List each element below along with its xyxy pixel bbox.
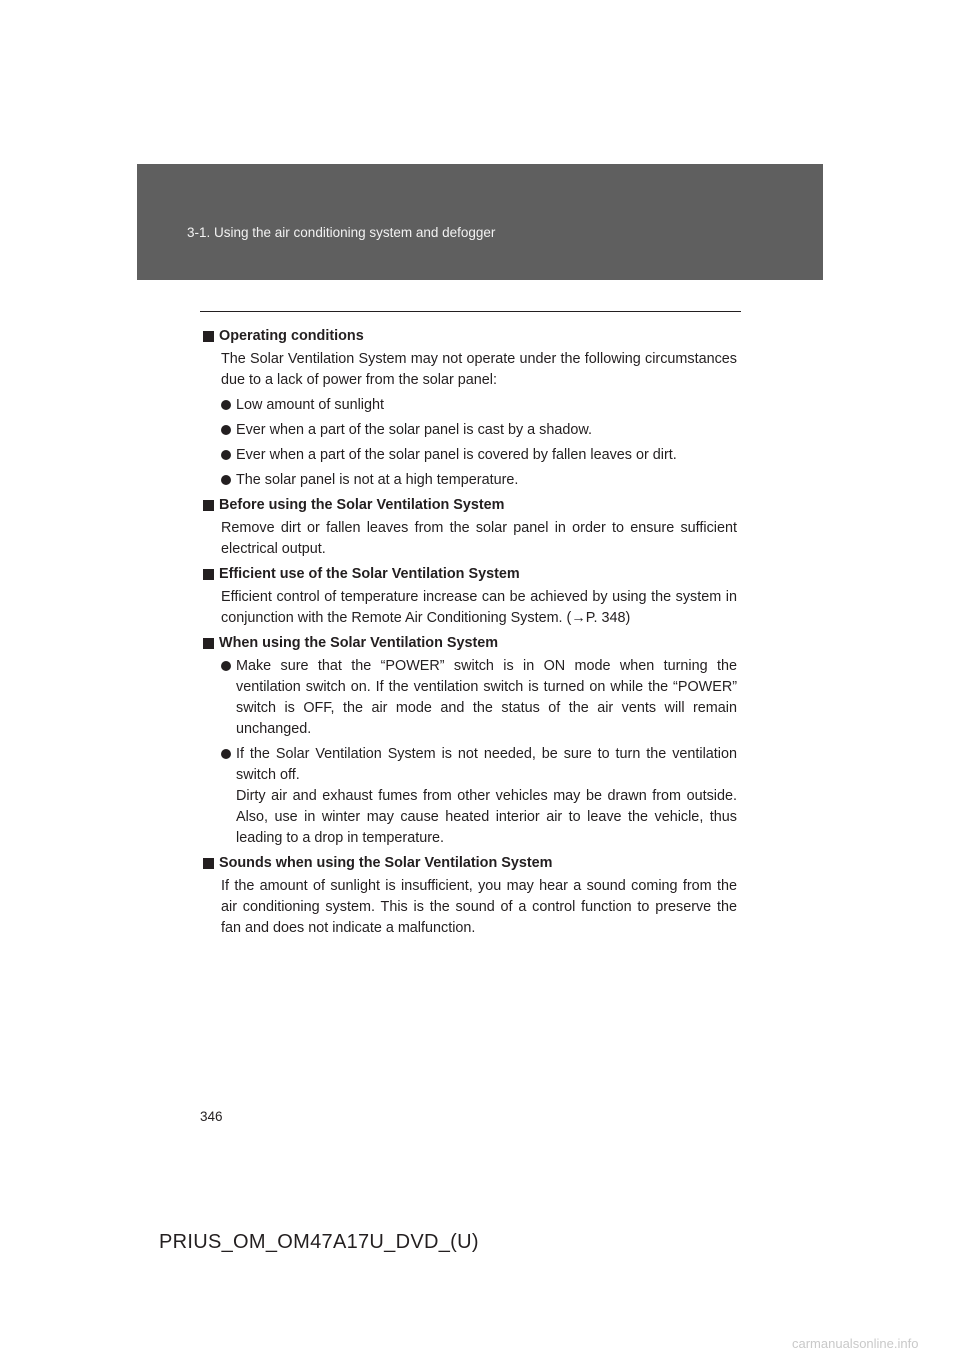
section-title: 3-1. Using the air conditioning system and defogger [187, 225, 496, 240]
list-item-text: Make sure that the “POWER” switch is in ON mode when turning the ventilation switch on. If the ventilation switch is turned on while the “POWER” switch is OFF, the air mode and the status of the air vents will remain unchanged. [236, 658, 737, 737]
section-sounds [203, 853, 737, 939]
list-item [221, 395, 737, 416]
heading-text: Before using the Solar Ventilation System [219, 497, 505, 513]
square-bullet-icon [203, 858, 214, 869]
list-item [221, 445, 737, 466]
list-item-text: The solar panel is not at a high temperature. [236, 472, 519, 488]
paragraph: Efficient control of temperature increase can be achieved by using the system in conjunction with the Remote Air Conditioning System. (→P. 348) [221, 589, 737, 626]
list-item-text: Ever when a part of the solar panel is cast by a shadow. [236, 422, 592, 438]
section-efficient-use [203, 564, 737, 629]
heading-text: When using the Solar Ventilation System [219, 635, 499, 651]
square-bullet-icon [203, 638, 214, 649]
list-item-text: Low amount of sunlight [236, 397, 384, 413]
square-bullet-icon [203, 569, 214, 580]
heading-text: Operating conditions [219, 328, 364, 344]
square-bullet-icon [203, 500, 214, 511]
page-content [203, 326, 737, 943]
circle-bullet-icon [221, 749, 231, 759]
list-item-text: Ever when a part of the solar panel is covered by fallen leaves or dirt. [236, 447, 677, 463]
section-heading [203, 633, 737, 654]
section-heading [203, 564, 737, 585]
paragraph: The Solar Ventilation System may not operate under the following circumstances due to a lack of power from the solar panel: [221, 351, 737, 388]
list-item [221, 744, 737, 849]
section-before-using [203, 495, 737, 560]
circle-bullet-icon [221, 475, 231, 485]
heading-text: Sounds when using the Solar Ventilation System [219, 855, 553, 871]
section-operating-conditions [203, 326, 737, 491]
heading-text: Efficient use of the Solar Ventilation System [219, 566, 520, 582]
paragraph: Remove dirt or fallen leaves from the solar panel in order to ensure sufficient electrical output. [221, 520, 737, 557]
list-item [221, 470, 737, 491]
square-bullet-icon [203, 331, 214, 342]
list-item-text: Dirty air and exhaust fumes from other vehicles may be drawn from outside. Also, use in winter may cause heated interior air to leave the vehicle, thus leading to a drop in temperature. [236, 788, 737, 846]
circle-bullet-icon [221, 400, 231, 410]
list-item [221, 656, 737, 740]
circle-bullet-icon [221, 450, 231, 460]
circle-bullet-icon [221, 425, 231, 435]
section-heading [203, 853, 737, 874]
document-code: PRIUS_OM_OM47A17U_DVD_(U) [159, 1231, 479, 1253]
section-when-using [203, 633, 737, 849]
circle-bullet-icon [221, 661, 231, 671]
page-number: 346 [200, 1109, 223, 1124]
section-heading [203, 495, 737, 516]
section-heading [203, 326, 737, 347]
list-item-text: If the Solar Ventilation System is not needed, be sure to turn the ventilation switch off. [236, 746, 737, 783]
watermark: carmanualsonline.info [792, 1336, 919, 1351]
list-item [221, 420, 737, 441]
paragraph: If the amount of sunlight is insufficient, you may hear a sound coming from the air conditioning system. This is the sound of a control function to preserve the fan and does not indicate a malfunction. [221, 878, 737, 936]
divider [200, 311, 741, 312]
header-band [137, 164, 823, 280]
